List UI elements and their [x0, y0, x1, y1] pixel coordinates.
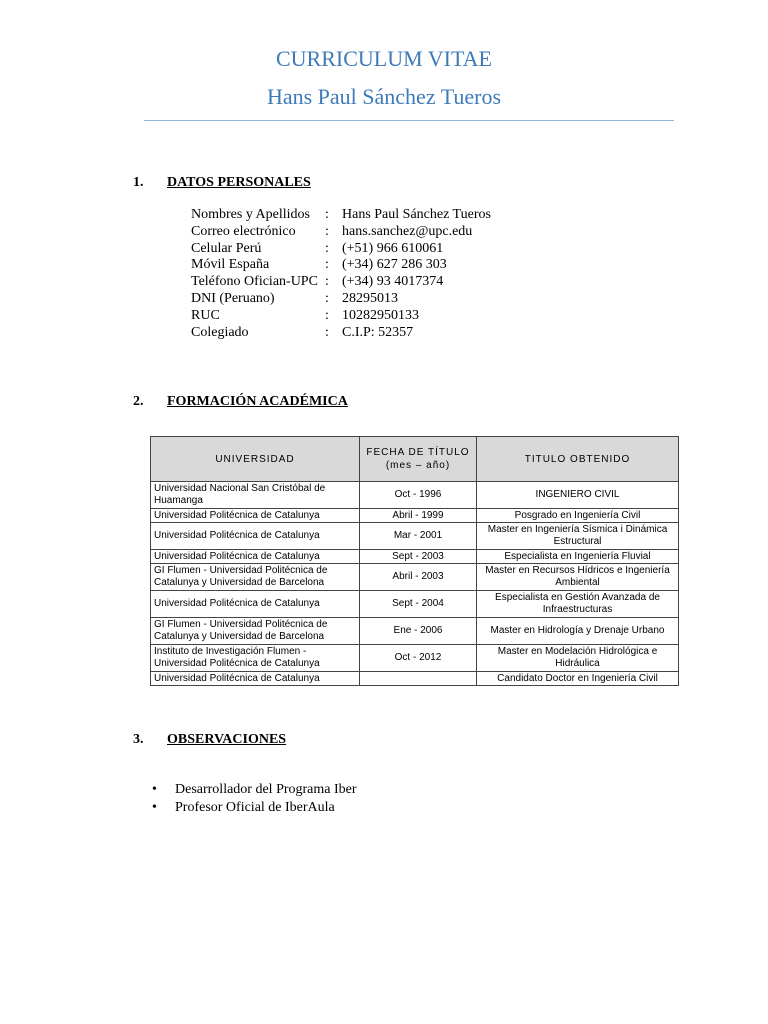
header-degree: TITULO OBTENIDO — [477, 437, 679, 482]
section-title-observations: OBSERVACIONES — [167, 732, 287, 747]
section-title-personal: DATOS PERSONALES — [167, 175, 311, 190]
personal-value: C.I.P: 52357 — [342, 324, 414, 340]
cell-degree: Especialista en Gestión Avanzada de Infraestructuras — [477, 591, 679, 618]
table-row — [151, 564, 679, 591]
list-item-text: Profesor Oficial de IberAula — [175, 800, 335, 815]
personal-label: Correo electrónico — [191, 223, 296, 239]
table-row — [151, 645, 679, 672]
section-title-academic: FORMACIÓN ACADÉMICA — [167, 394, 348, 409]
cell-university: Universidad Politécnica de Catalunya — [151, 523, 360, 550]
personal-value: (+51) 966 610061 — [342, 240, 444, 256]
table-row — [151, 482, 679, 509]
cell-date: Mar - 2001 — [360, 523, 477, 550]
personal-colon: : — [325, 324, 329, 340]
personal-label: Nombres y Apellidos — [191, 207, 310, 222]
cell-date: Oct - 1996 — [360, 482, 477, 509]
cell-degree: Master en Ingeniería Sísmica i Dinámica Estructural — [477, 523, 679, 550]
cell-university: Universidad Politécnica de Catalunya — [151, 550, 360, 564]
bullet: • — [152, 800, 157, 815]
cell-date: Ene - 2006 — [360, 618, 477, 645]
personal-row — [191, 325, 491, 342]
personal-colon: : — [325, 223, 329, 239]
personal-row — [191, 291, 491, 308]
academic-table — [150, 436, 679, 686]
header-date — [360, 437, 477, 482]
header-university: UNIVERSIDAD — [151, 437, 360, 482]
personal-label: Celular Perú — [191, 240, 262, 256]
cell-degree: Master en Recursos Hídricos e Ingeniería Ambiental — [477, 564, 679, 591]
personal-row — [191, 224, 491, 241]
observations-list — [150, 781, 357, 817]
personal-label: Teléfono Ofician-UPC — [191, 274, 318, 290]
table-header-row — [151, 437, 679, 482]
personal-row — [191, 308, 491, 325]
cell-date: Sept - 2003 — [360, 550, 477, 564]
person-name: Hans Paul Sánchez Tueros — [266, 84, 502, 109]
personal-label: Móvil España — [191, 257, 270, 273]
personal-label: Colegiado — [191, 324, 249, 340]
cell-date: Abril - 2003 — [360, 564, 477, 591]
header-divider — [144, 120, 674, 121]
cell-university: Universidad Politécnica de Catalunya — [151, 509, 360, 523]
personal-colon: : — [325, 274, 329, 290]
cell-university: GI Flumen - Universidad Politécnica de Catalunya y Universidad de Barcelona — [151, 618, 360, 645]
personal-colon: : — [325, 207, 329, 222]
list-item — [150, 799, 357, 817]
cell-degree: Candidato Doctor en Ingeniería Civil — [477, 672, 679, 686]
personal-colon: : — [325, 257, 329, 273]
cell-date — [360, 672, 477, 686]
cell-university: Instituto de Investigación Flumen - Universidad Politécnica de Catalunya — [151, 645, 360, 672]
personal-value: (+34) 627 286 303 — [342, 257, 447, 273]
cell-degree: Master en Hidrología y Drenaje Urbano — [477, 618, 679, 645]
personal-row — [191, 274, 491, 291]
list-item — [150, 781, 357, 799]
list-item-text: Desarrollador del Programa Iber — [175, 782, 357, 797]
cell-date: Oct - 2012 — [360, 645, 477, 672]
table-row — [151, 509, 679, 523]
cell-university: Universidad Nacional San Cristóbal de Huamanga — [151, 482, 360, 509]
personal-row — [191, 241, 491, 258]
table-row — [151, 550, 679, 564]
personal-row — [191, 207, 491, 224]
personal-value: hans.sanchez@upc.edu — [342, 223, 473, 239]
cell-date: Abril - 1999 — [360, 509, 477, 523]
cell-degree: Posgrado en Ingeniería Civil — [477, 509, 679, 523]
personal-row — [191, 257, 491, 274]
table-row — [151, 591, 679, 618]
cell-degree: Especialista en Ingeniería Fluvial — [477, 550, 679, 564]
header-date-line1: FECHA DE TÍTULO — [366, 447, 470, 458]
document-title: CURRICULUM VITAE — [275, 46, 492, 71]
table-row — [151, 672, 679, 686]
header-date-line2: (mes – año) — [385, 460, 451, 471]
personal-label: DNI (Peruano) — [191, 290, 275, 306]
personal-value: Hans Paul Sánchez Tueros — [342, 207, 491, 222]
section-number-personal: 1. — [133, 175, 144, 190]
personal-colon: : — [325, 307, 329, 323]
personal-label: RUC — [191, 307, 220, 323]
table-row — [151, 618, 679, 645]
personal-data-list — [191, 207, 491, 341]
cell-degree: Master en Modelación Hidrológica e Hidráulica — [477, 645, 679, 672]
personal-value: 28295013 — [342, 290, 398, 306]
bullet: • — [152, 782, 157, 797]
personal-value: (+34) 93 4017374 — [342, 274, 444, 290]
section-number-academic: 2. — [133, 394, 144, 409]
table-row — [151, 523, 679, 550]
personal-value: 10282950133 — [342, 307, 419, 323]
cell-university: GI Flumen - Universidad Politécnica de Catalunya y Universidad de Barcelona — [151, 564, 360, 591]
cell-degree: INGENIERO CIVIL — [477, 482, 679, 509]
personal-colon: : — [325, 290, 329, 306]
cell-university: Universidad Politécnica de Catalunya — [151, 672, 360, 686]
section-number-observations: 3. — [133, 732, 144, 747]
cell-date: Sept - 2004 — [360, 591, 477, 618]
personal-colon: : — [325, 240, 329, 256]
cell-university: Universidad Politécnica de Catalunya — [151, 591, 360, 618]
